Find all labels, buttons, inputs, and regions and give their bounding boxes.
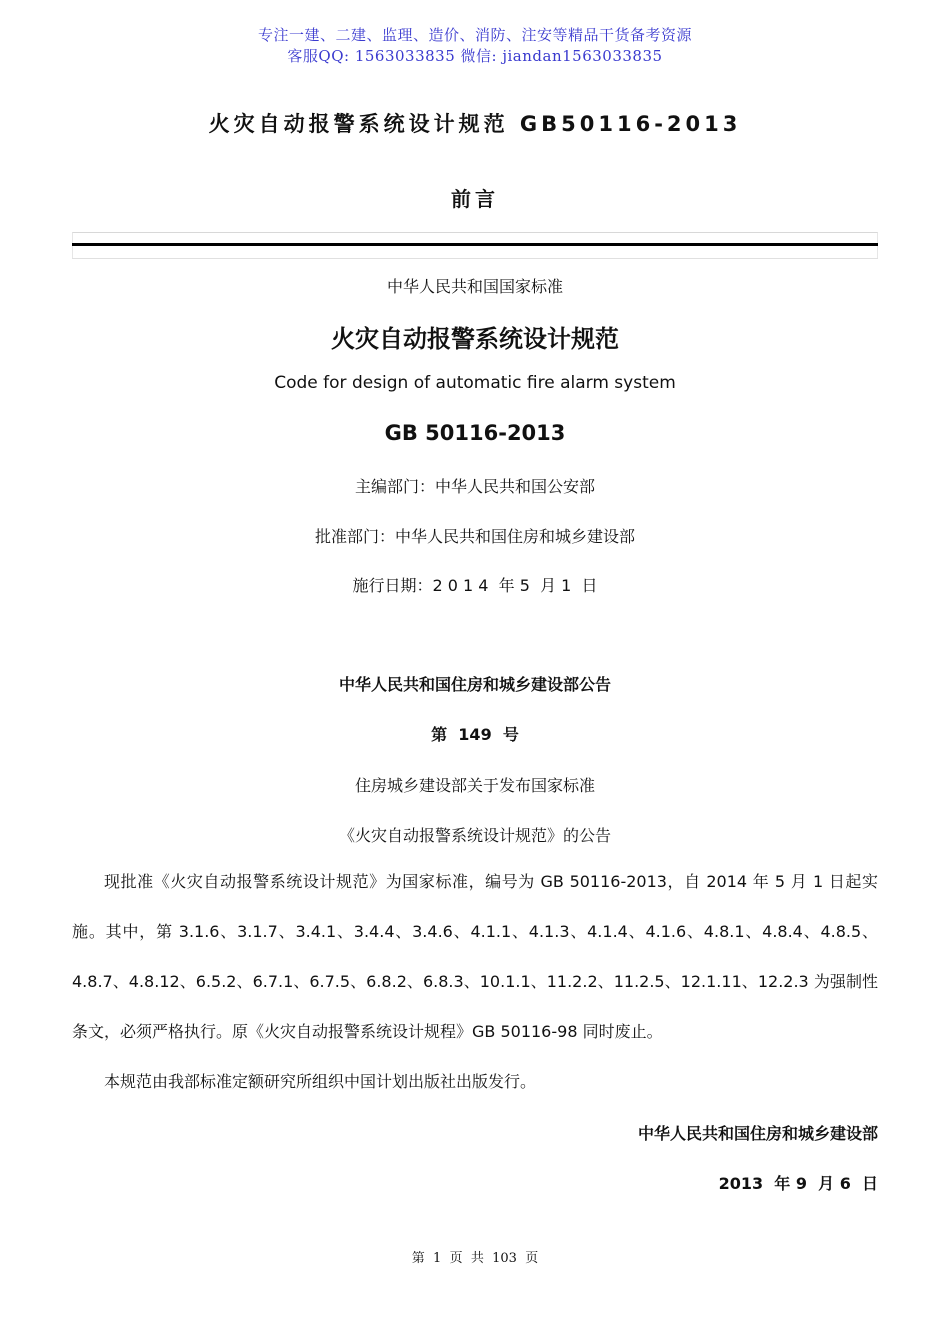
document-title: 火灾自动报警系统设计规范 GB50116-2013: [208, 112, 742, 136]
title-divider-bottom: [72, 258, 878, 259]
standard-english-name: Code for design of automatic fire alarm system: [274, 373, 676, 393]
approval-department: 批准部门：中华人民共和国住房和城乡建设部: [314, 527, 635, 546]
announcement-paragraph-2: 本规范由我部标准定额研究所组织中国计划出版社出版发行。: [104, 1072, 537, 1091]
announcement-subtitle-2: 《火灾自动报警系统设计规范》的公告: [338, 826, 611, 845]
effective-date: 施行日期：2 0 1 4 年 5 月 1 日: [352, 576, 598, 595]
standard-code: GB 50116-2013: [384, 421, 566, 445]
signature-org: 中华人民共和国住房和城乡建设部: [637, 1124, 878, 1143]
standard-chinese-name: 火灾自动报警系统设计规范: [331, 325, 619, 353]
editor-department: 主编部门：中华人民共和国公安部: [354, 477, 595, 496]
announcement-paragraph-1: 现批准《火灾自动报警系统设计规范》为国家标准，编号为 GB 50116-2013，自 2014 年 5 月 1 日起实施。其中，第 3.1.6、3.1.7、3.4.1、3.4.4、3.4.6、4.1.1、4.1.3、4.1.4、4.1.6、4.8.1、4.8.4、4.8.5、4.8.7、4.8.12、6.5.2、6.7.1、6.7.5、6.8.2、6.8.3、10.1.1、11.2.2、11.2.5、12.1.11、12.2.3 为强制性条文，必须严格执行。原《火灾自动报警系统设计规程》GB 50116-98 同时废止。: [72, 872, 878, 1041]
page-number: 第 1 页 共 103 页: [411, 1251, 539, 1266]
title-divider: [72, 243, 878, 246]
announcement-org: 中华人民共和国住房和城乡建设部公告: [338, 675, 611, 694]
announcement-body: [72, 857, 878, 1107]
header-ad-line-1: 专注一建、二建、监理、造价、消防、注安等精品干货备考资源: [257, 26, 692, 44]
header-contact-line: 客服QQ: 1563033835 微信: jiandan1563033835: [287, 47, 663, 65]
standard-label: 中华人民共和国国家标准: [386, 277, 563, 296]
signature-date: 2013 年 9 月 6 日: [718, 1174, 878, 1193]
section-title: 前言: [451, 187, 499, 211]
announcement-subtitle-1: 住房城乡建设部关于发布国家标准: [354, 776, 595, 795]
announcement-number: 第 149 号: [431, 725, 519, 744]
